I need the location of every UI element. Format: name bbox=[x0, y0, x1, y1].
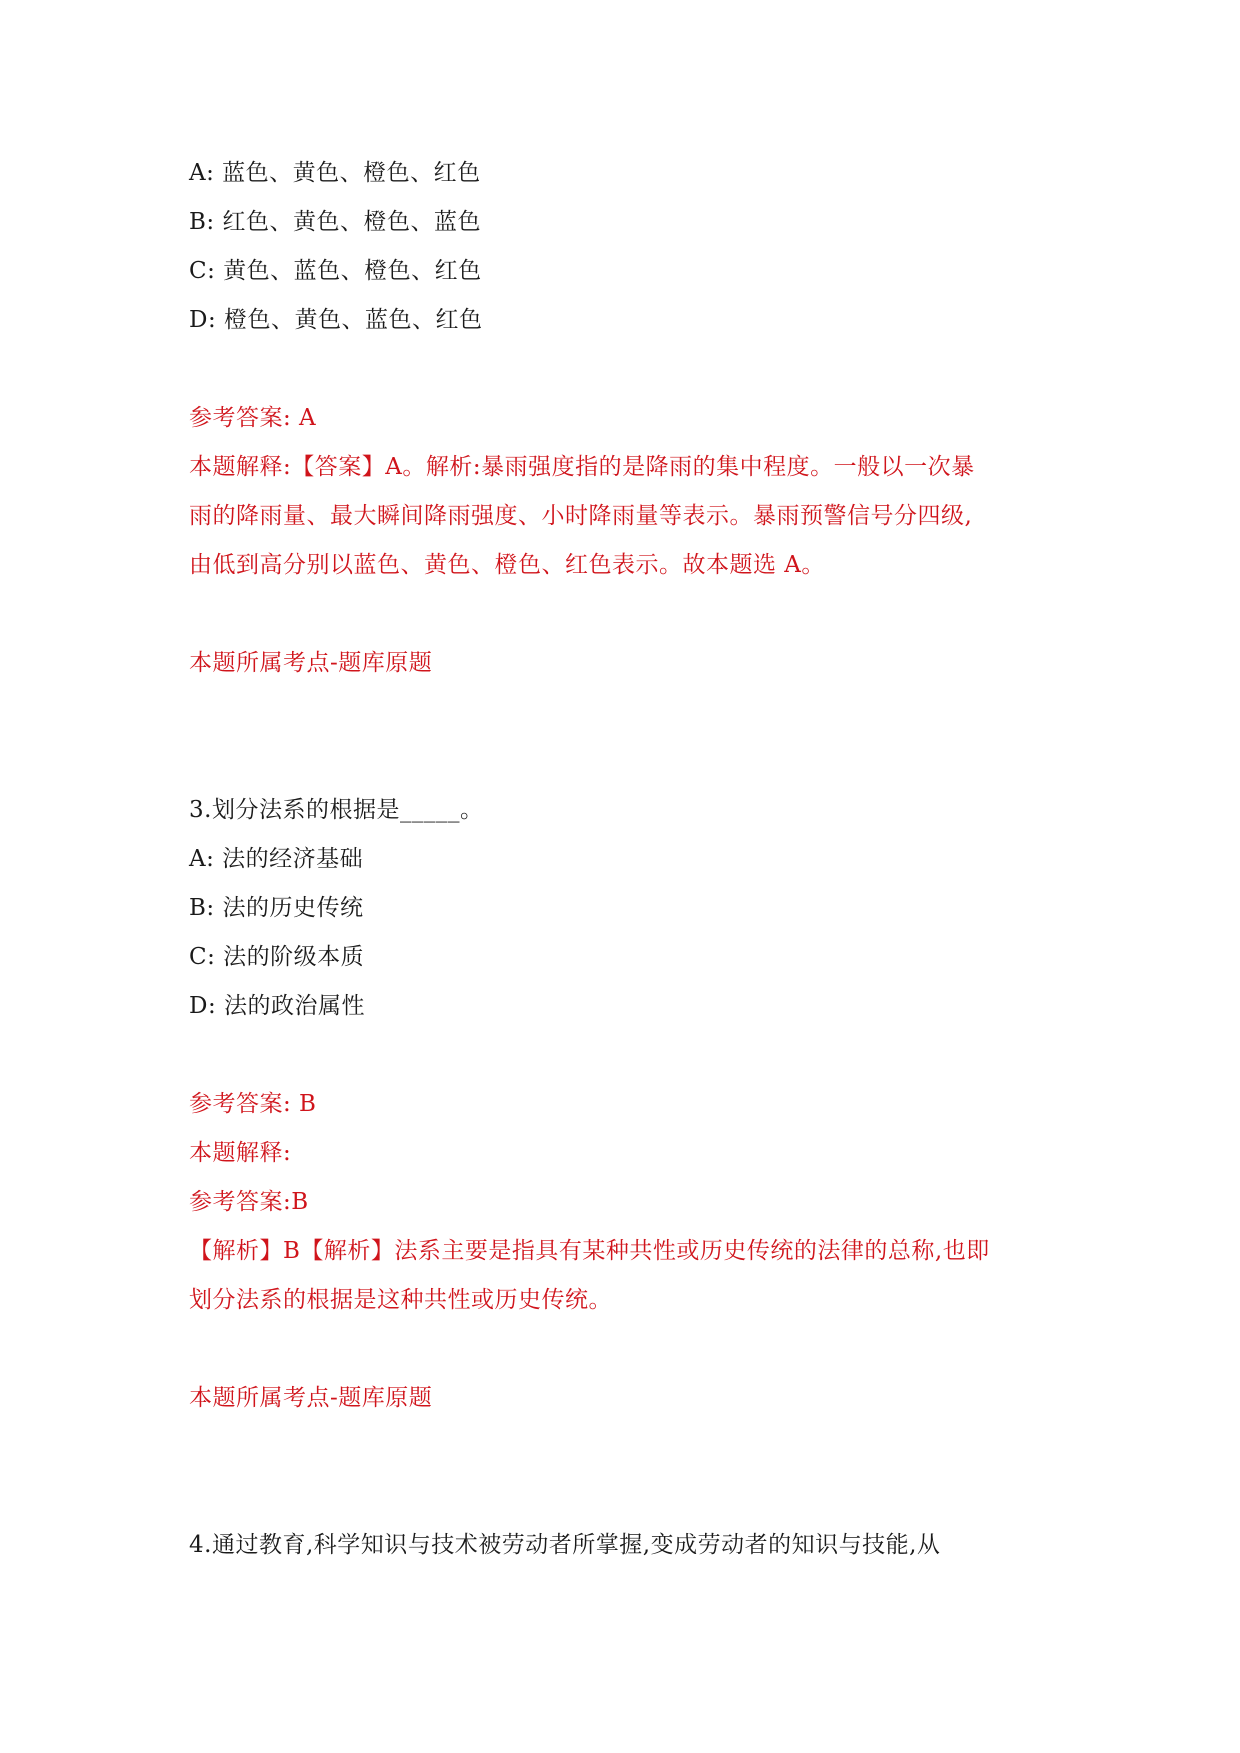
q4-question: 4.通过教育,科学知识与技术被劳动者所掌握,变成劳动者的知识与技能,从 bbox=[189, 1532, 941, 1558]
q3-topic: 本题所属考点-题库原题 bbox=[189, 1385, 433, 1411]
q3-ref-answer: 参考答案:B bbox=[189, 1189, 309, 1215]
q3-answer: 参考答案: B bbox=[189, 1091, 317, 1117]
q3-explanation-label: 本题解释: bbox=[189, 1140, 292, 1166]
q2-topic: 本题所属考点-题库原题 bbox=[189, 650, 433, 676]
q3-explanation-line-1: 【解析】B【解析】法系主要是指具有某种共性或历史传统的法律的总称,也即 bbox=[189, 1238, 990, 1264]
q2-explanation-line-3: 由低到高分别以蓝色、黄色、橙色、红色表示。故本题选 A。 bbox=[189, 552, 825, 578]
q3-question: 3.划分法系的根据是_____。 bbox=[189, 797, 484, 823]
q2-option-c: C: 黄色、蓝色、橙色、红色 bbox=[189, 258, 482, 284]
q2-explanation-line-2: 雨的降雨量、最大瞬间降雨强度、小时降雨量等表示。暴雨预警信号分四级, bbox=[189, 503, 973, 529]
q3-option-c: C: 法的阶级本质 bbox=[189, 944, 365, 970]
q3-option-d: D: 法的政治属性 bbox=[189, 993, 366, 1019]
q2-option-d: D: 橙色、黄色、蓝色、红色 bbox=[189, 307, 483, 333]
q3-explanation-line-2: 划分法系的根据是这种共性或历史传统。 bbox=[189, 1287, 612, 1313]
q2-option-a: A: 蓝色、黄色、橙色、红色 bbox=[189, 160, 481, 186]
q3-option-a: A: 法的经济基础 bbox=[189, 846, 364, 872]
q2-answer: 参考答案: A bbox=[189, 405, 317, 431]
q2-explanation-line-1: 本题解释:【答案】A。解析:暴雨强度指的是降雨的集中程度。一般以一次暴 bbox=[189, 454, 975, 480]
q2-option-b: B: 红色、黄色、橙色、蓝色 bbox=[189, 209, 481, 235]
q3-option-b: B: 法的历史传统 bbox=[189, 895, 364, 921]
